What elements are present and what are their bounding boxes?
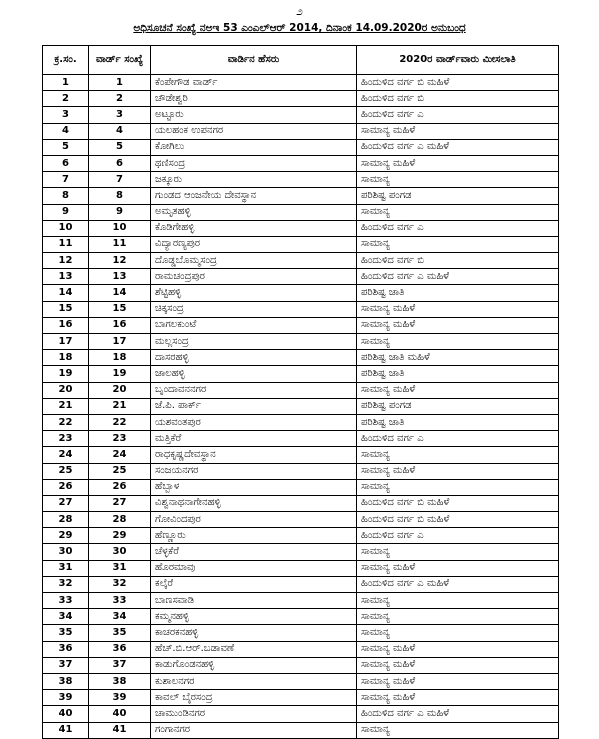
serial-no-cell: 3 [43,107,89,123]
reservation-cell: ಹಿಂದುಳಿದ ವರ್ಗ ಎ ಮಹಿಳೆ [357,706,559,722]
serial-no-cell: 18 [43,350,89,366]
reservation-cell: ಹಿಂದುಳಿದ ವರ್ಗ ಎ ಮಹಿಳೆ [357,139,559,155]
page-number: ೨ [296,4,303,18]
serial-no-cell: 14 [43,285,89,301]
reservation-cell: ಹಿಂದುಳಿದ ವರ್ಗ ಬಿ ಮಹಿಳೆ [357,75,559,91]
serial-no-cell: 35 [43,625,89,641]
table-row [43,576,559,592]
ward-name-cell: ಹೆಣ್ಣೂರು [151,528,357,544]
table-row [43,657,559,673]
ward-no-cell: 22 [89,414,151,430]
ward-no-cell: 18 [89,350,151,366]
ward-no-cell: 4 [89,123,151,139]
table-row [43,641,559,657]
reservation-cell: ಸಾಮಾನ್ಯ ಮಹಿಳೆ [357,123,559,139]
ward-no-cell: 1 [89,75,151,91]
serial-no-cell: 17 [43,334,89,350]
serial-no-cell: 25 [43,463,89,479]
ward-name-cell: ಕಾಚರಕನಹಳ್ಳಿ [151,625,357,641]
ward-name-cell: ಶೆಟ್ಟಿಹಳ್ಳಿ [151,285,357,301]
ward-no-cell: 13 [89,269,151,285]
serial-no-cell: 37 [43,657,89,673]
ward-name-cell: ಕೆಂಪೇಗೌಡ ವಾರ್ಡ್ [151,75,357,91]
reservation-cell: ಪರಿಶಿಷ್ಟ ಜಾತಿ ಮಹಿಳೆ [357,350,559,366]
table-row [43,188,559,204]
table-row [43,236,559,252]
reservation-cell: ಸಾಮಾನ್ಯ [357,236,559,252]
ward-name-cell: ಬಾಣಸವಾಡಿ [151,593,357,609]
serial-no-cell: 32 [43,576,89,592]
table-row [43,625,559,641]
serial-no-cell: 5 [43,139,89,155]
reservation-cell: ಸಾಮಾನ್ಯ ಮಹಿಳೆ [357,657,559,673]
table-row [43,609,559,625]
table-row [43,447,559,463]
ward-no-cell: 39 [89,690,151,706]
serial-no-cell: 11 [43,236,89,252]
ward-name-cell: ಕಲ್ಕೆರೆ [151,576,357,592]
table-row [43,366,559,382]
reservation-cell: ಹಿಂದುಳಿದ ವರ್ಗ ಬಿ ಮಹಿಳೆ [357,495,559,511]
reservation-cell: ಪರಿಶಿಷ್ಟ ಜಾತಿ [357,366,559,382]
serial-no-cell: 15 [43,301,89,317]
serial-no-cell: 16 [43,317,89,333]
serial-no-cell: 12 [43,253,89,269]
reservation-cell: ಸಾಮಾನ್ಯ ಮಹಿಳೆ [357,317,559,333]
ward-no-cell: 24 [89,447,151,463]
table-row [43,593,559,609]
reservation-cell: ಸಾಮಾನ್ಯ [357,172,559,188]
ward-no-cell: 10 [89,220,151,236]
ward-name-cell: ಗೋವಿಂದಪುರ [151,512,357,528]
ward-name-cell: ಚೆಳ್ಳಕೆರೆ [151,544,357,560]
table-row [43,139,559,155]
table-header-row [43,46,559,75]
ward-no-cell: 31 [89,560,151,576]
reservation-cell: ಪರಿಶಿಷ್ಟ ಜಾತಿ [357,285,559,301]
table-row [43,172,559,188]
reservation-cell: ಸಾಮಾನ್ಯ [357,334,559,350]
reservation-cell: ಹಿಂದುಳಿದ ವರ್ಗ ಬಿ ಮಹಿಳೆ [357,512,559,528]
ward-no-cell: 40 [89,706,151,722]
table-row [43,107,559,123]
ward-no-cell: 7 [89,172,151,188]
ward-name-cell: ಮತ್ತಿಕೆರೆ [151,431,357,447]
table-row [43,301,559,317]
table-row [43,414,559,430]
serial-no-cell: 8 [43,188,89,204]
header-serial-no: ಕ್ರ.ಸಂ. [43,46,89,75]
serial-no-cell: 38 [43,673,89,689]
table-row [43,123,559,139]
reservation-cell: ಸಾಮಾನ್ಯ ಮಹಿಳೆ [357,690,559,706]
document-title [0,22,599,35]
table-row [43,706,559,722]
ward-name-cell: ಜಕ್ಕೂರು [151,172,357,188]
serial-no-cell: 20 [43,382,89,398]
reservation-cell: ಸಾಮಾನ್ಯ [357,609,559,625]
serial-no-cell: 39 [43,690,89,706]
serial-no-cell: 1 [43,75,89,91]
table-body [43,75,559,739]
ward-name-cell: ಬೃಂದಾವನನಗರ [151,382,357,398]
reservation-cell: ಹಿಂದುಳಿದ ವರ್ಗ ಎ [357,107,559,123]
table-row [43,398,559,414]
serial-no-cell: 13 [43,269,89,285]
ward-no-cell: 16 [89,317,151,333]
ward-no-cell: 35 [89,625,151,641]
reservation-cell: ಸಾಮಾನ್ಯ ಮಹಿಳೆ [357,641,559,657]
ward-no-cell: 9 [89,204,151,220]
reservation-cell: ಸಾಮಾನ್ಯ ಮಹಿಳೆ [357,673,559,689]
serial-no-cell: 29 [43,528,89,544]
ward-name-cell: ಬಾಗಲಕುಂಟೆ [151,317,357,333]
reservation-cell: ಪರಿಶಿಷ್ಟ ಪಂಗಡ [357,188,559,204]
reservation-table [42,45,559,739]
reservation-cell: ಪರಿಶಿಷ್ಟ ಪಂಗಡ [357,398,559,414]
table-row [43,204,559,220]
ward-name-cell: ಯಶವಂತಪುರ [151,414,357,430]
ward-name-cell: ದಾಸರಹಳ್ಳಿ [151,350,357,366]
ward-no-cell: 25 [89,463,151,479]
ward-no-cell: 33 [89,593,151,609]
table-row [43,334,559,350]
serial-no-cell: 21 [43,398,89,414]
ward-name-cell: ಹೊರಮಾವು [151,560,357,576]
header-reservation: 2020ರ ವಾರ್ಡ್‌ವಾರು ಮೀಸಲಾತಿ [357,46,559,75]
reservation-cell: ಹಿಂದುಳಿದ ವರ್ಗ ಎ ಮಹಿಳೆ [357,269,559,285]
reservation-cell: ಸಾಮಾನ್ಯ ಮಹಿಳೆ [357,155,559,171]
table-row [43,544,559,560]
ward-no-cell: 8 [89,188,151,204]
ward-no-cell: 21 [89,398,151,414]
header-ward-name: ವಾರ್ಡಿನ ಹೆಸರು [151,46,357,75]
serial-no-cell: 30 [43,544,89,560]
ward-no-cell: 27 [89,495,151,511]
serial-no-cell: 27 [43,495,89,511]
ward-name-cell: ರಾಧಕೃಷ್ಣದೇವಸ್ಥಾನ [151,447,357,463]
ward-no-cell: 36 [89,641,151,657]
ward-name-cell: ಕೋಗಿಲು [151,139,357,155]
ward-name-cell: ಅಟ್ಟೂರು [151,107,357,123]
ward-no-cell: 14 [89,285,151,301]
table-row [43,512,559,528]
ward-no-cell: 2 [89,91,151,107]
reservation-cell: ಸಾಮಾನ್ಯ ಮಹಿಳೆ [357,301,559,317]
table-row [43,317,559,333]
ward-name-cell: ಚಿಕ್ಕಸಂದ್ರ [151,301,357,317]
serial-no-cell: 28 [43,512,89,528]
ward-name-cell: ಕಾವಲ್ ಬೈರಸಂದ್ರ [151,690,357,706]
ward-no-cell: 15 [89,301,151,317]
table-row [43,722,559,738]
serial-no-cell: 23 [43,431,89,447]
ward-no-cell: 32 [89,576,151,592]
ward-name-cell: ಕಮ್ಮನಹಳ್ಳಿ [151,609,357,625]
table-row [43,253,559,269]
ward-name-cell: ಮಲ್ಲಸಂದ್ರ [151,334,357,350]
serial-no-cell: 26 [43,479,89,495]
ward-name-cell: ಕಾಡುಗೊಂಡನಹಳ್ಳಿ [151,657,357,673]
ward-no-cell: 19 [89,366,151,382]
table-row [43,463,559,479]
ward-name-cell: ದೊಡ್ಡಬೊಮ್ಮಸಂದ್ರ [151,253,357,269]
reservation-cell: ಹಿಂದುಳಿದ ವರ್ಗ ಎ [357,220,559,236]
table-row [43,269,559,285]
ward-name-cell: ಅಮೃತಹಳ್ಳಿ [151,204,357,220]
ward-no-cell: 17 [89,334,151,350]
table-row [43,350,559,366]
ward-no-cell: 11 [89,236,151,252]
table-row [43,91,559,107]
table-row [43,220,559,236]
reservation-cell: ಹಿಂದುಳಿದ ವರ್ಗ ಎ [357,431,559,447]
reservation-cell: ಪರಿಶಿಷ್ಟ ಜಾತಿ [357,414,559,430]
ward-no-cell: 37 [89,657,151,673]
serial-no-cell: 36 [43,641,89,657]
serial-no-cell: 9 [43,204,89,220]
ward-name-cell: ಗುಂಡದ ಆಂಜನೇಯ ದೇವಸ್ಥಾನ [151,188,357,204]
table-row [43,479,559,495]
reservation-cell: ಸಾಮಾನ್ಯ ಮಹಿಳೆ [357,463,559,479]
ward-no-cell: 20 [89,382,151,398]
reservation-cell: ಹಿಂದುಳಿದ ವರ್ಗ ಎ ಮಹಿಳೆ [357,576,559,592]
table-row [43,155,559,171]
ward-name-cell: ಚಾಮುಂಡಿನಗರ [151,706,357,722]
serial-no-cell: 41 [43,722,89,738]
table-row [43,382,559,398]
reservation-cell: ಸಾಮಾನ್ಯ ಮಹಿಳೆ [357,560,559,576]
serial-no-cell: 34 [43,609,89,625]
serial-no-cell: 4 [43,123,89,139]
ward-name-cell: ಯಲಹಂಕ ಉಪನಗರ [151,123,357,139]
reservation-cell: ಸಾಮಾನ್ಯ [357,722,559,738]
reservation-cell: ಸಾಮಾನ್ಯ [357,625,559,641]
ward-no-cell: 3 [89,107,151,123]
ward-no-cell: 6 [89,155,151,171]
ward-no-cell: 29 [89,528,151,544]
ward-no-cell: 12 [89,253,151,269]
reservation-cell: ಸಾಮಾನ್ಯ [357,593,559,609]
header-ward-no: ವಾರ್ಡ್ ಸಂಖ್ಯೆ [89,46,151,75]
serial-no-cell: 24 [43,447,89,463]
ward-name-cell: ಗಂಗಾನಗರ [151,722,357,738]
ward-name-cell: ಸಂಜಯನಗರ [151,463,357,479]
ward-no-cell: 23 [89,431,151,447]
reservation-cell: ಸಾಮಾನ್ಯ [357,479,559,495]
serial-no-cell: 33 [43,593,89,609]
ward-name-cell: ಚೌಡೇಶ್ವರಿ [151,91,357,107]
ward-name-cell: ರಾಮಚಂದ್ರಪುರ [151,269,357,285]
reservation-cell: ಹಿಂದುಳಿದ ವರ್ಗ ಬಿ [357,253,559,269]
table-row [43,528,559,544]
reservation-cell: ಹಿಂದುಳಿದ ವರ್ಗ ಬಿ [357,91,559,107]
document-title-text: ಅಧಿಸೂಚನೆ ಸಂಖ್ಯೆ ನಅಇ 53 ಎಂಎಲ್ಆರ್ 2014, ದಿನಾಂಕ 14.09.2020ರ ಅನುಬಂಧ [133,22,466,34]
ward-name-cell: ಹೆಚ್.ಬಿ.ಆರ್.ಬಡಾವಣೆ [151,641,357,657]
ward-name-cell: ಥಣಿಸಂದ್ರ [151,155,357,171]
table-row [43,690,559,706]
ward-no-cell: 41 [89,722,151,738]
serial-no-cell: 7 [43,172,89,188]
serial-no-cell: 19 [43,366,89,382]
reservation-cell: ಹಿಂದುಳಿದ ವರ್ಗ ಎ [357,528,559,544]
reservation-cell: ಸಾಮಾನ್ಯ [357,447,559,463]
ward-no-cell: 38 [89,673,151,689]
reservation-cell: ಸಾಮಾನ್ಯ [357,544,559,560]
ward-name-cell: ಜೆ.ಪಿ. ಪಾರ್ಕ್ [151,398,357,414]
ward-name-cell: ಹೆಬ್ಬಾಳ [151,479,357,495]
table-row [43,673,559,689]
ward-name-cell: ವಿದ್ಯಾರಣ್ಯಪುರ [151,236,357,252]
ward-no-cell: 34 [89,609,151,625]
ward-no-cell: 5 [89,139,151,155]
reservation-cell: ಸಾಮಾನ್ಯ [357,204,559,220]
serial-no-cell: 22 [43,414,89,430]
ward-name-cell: ವಿಶ್ವನಾಥನಾಗೇನಹಳ್ಳಿ [151,495,357,511]
ward-name-cell: ಜಾಲಹಳ್ಳಿ [151,366,357,382]
ward-no-cell: 30 [89,544,151,560]
table-row [43,285,559,301]
table-row [43,75,559,91]
serial-no-cell: 10 [43,220,89,236]
serial-no-cell: 31 [43,560,89,576]
serial-no-cell: 40 [43,706,89,722]
table-row [43,431,559,447]
ward-name-cell: ಕುಶಾಲನಗರ [151,673,357,689]
table-row [43,495,559,511]
serial-no-cell: 2 [43,91,89,107]
ward-no-cell: 26 [89,479,151,495]
table-row [43,560,559,576]
reservation-cell: ಸಾಮಾನ್ಯ ಮಹಿಳೆ [357,382,559,398]
ward-no-cell: 28 [89,512,151,528]
ward-name-cell: ಕೊಡಿಗೇಹಳ್ಳಿ [151,220,357,236]
serial-no-cell: 6 [43,155,89,171]
